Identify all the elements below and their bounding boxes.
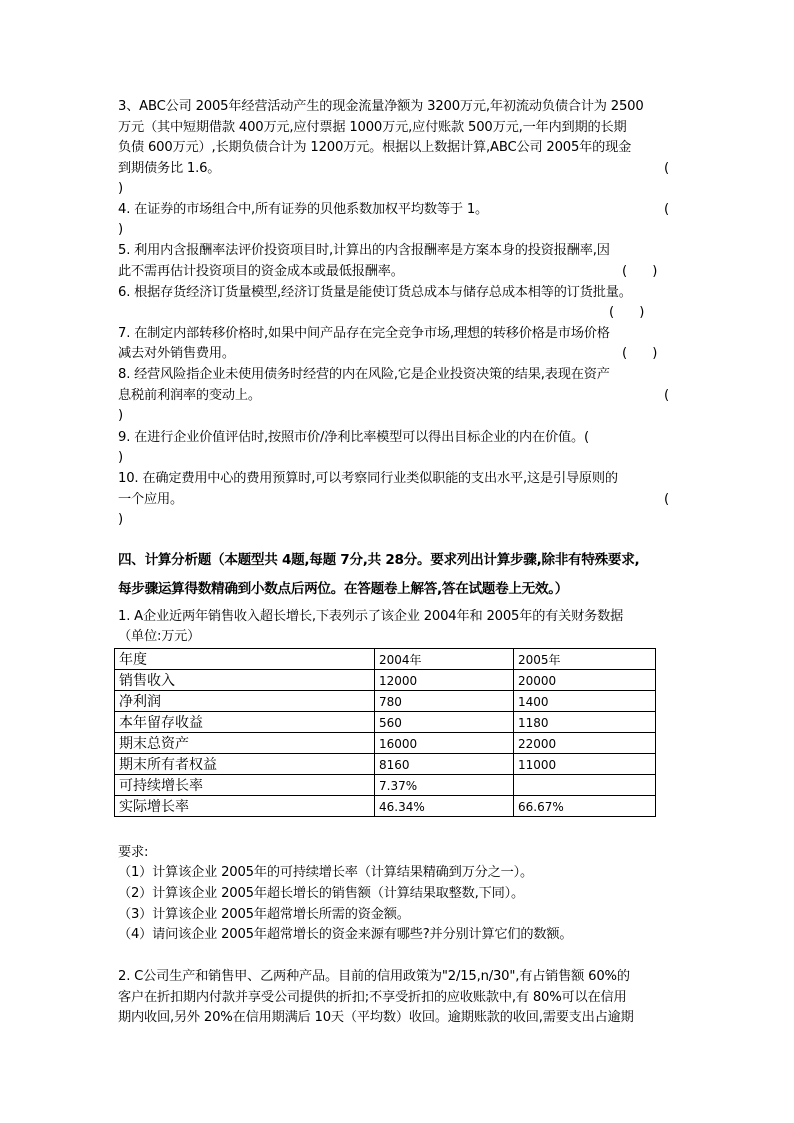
table-cell (514, 775, 656, 796)
q3-answer-paren-open: ( (664, 161, 670, 176)
q6-line-1: 6. 根据存货经济订货量模型,经济订货量是能使订货总成本与储存总成本相等的订货批量。 (118, 285, 632, 300)
calc-q1-intro-line-2: （单位:万元） (118, 629, 201, 644)
q9-line-1: 9. 在进行企业价值评估时,按照市价/净利比率模型可以得出目标企业的内在价值。( (118, 430, 589, 445)
calc-q2-line-3: 期内收回,另外 20%在信用期满后 10天（平均数）收回。逾期账款的收回,需要支出占逾期 (118, 1010, 634, 1025)
table-cell: 20000 (514, 670, 656, 691)
table-header-cell: 2004年 (375, 649, 514, 670)
table-cell: 780 (375, 691, 514, 712)
q10-answer-paren-close: ) (118, 512, 124, 527)
table-cell: 本年留存收益 (115, 712, 375, 733)
q3-line-2: 万元（其中短期借款 400万元,应付票据 1000万元,应付账款 500万元,一年内到期的长期 (118, 120, 627, 135)
q3-line-4: 到期债务比 1.6。 (118, 161, 221, 176)
table-cell: 7.37% (375, 775, 514, 796)
table-cell: 净利润 (115, 691, 375, 712)
table-cell: 期末总资产 (115, 733, 375, 754)
q3-answer-paren-close: ) (118, 181, 124, 196)
q8-line-1: 8. 经营风险指企业未使用债务时经营的内在风险,它是企业投资决策的结果,表现在资产 (118, 367, 610, 382)
q10-line-1: 10. 在确定费用中心的费用预算时,可以考察同行业类似职能的支出水平,这是引导原则的 (118, 471, 618, 486)
q8-line-2: 息税前利润率的变动上。 (118, 388, 261, 403)
calc-q1-intro-line-1: 1. A企业近两年销售收入超长增长,下表列示了该企业 2004年和 2005年的有关财务数据 (118, 609, 624, 624)
table-header-cell: 年度 (115, 649, 375, 670)
q4-answer-paren-close: ) (118, 222, 124, 237)
calc-q2-line-1: 2. C公司生产和销售甲、乙两种产品。目前的信用政策为"2/15,n/30",有占销售额 60%的 (118, 969, 630, 984)
table-header-cell: 2005年 (514, 649, 656, 670)
requirement-1: （1）计算该企业 2005年的可持续增长率（计算结果精确到万分之一）。 (118, 865, 533, 880)
table-row (115, 712, 656, 733)
q4-answer-paren-open: ( (664, 202, 670, 217)
q8-answer-paren-open: ( (664, 388, 670, 403)
requirements-label: 要求: (118, 845, 149, 860)
q10-answer-paren-open: ( (664, 492, 670, 507)
calc-q2-line-2: 客户在折扣期内付款并享受公司提供的折扣;不享受折扣的应收账款中,有 80%可以在信用 (118, 990, 627, 1005)
table-row (115, 754, 656, 775)
table-row (115, 775, 656, 796)
table-cell: 66.67% (514, 796, 656, 817)
q3-line-3: 负债 600万元）,长期负债合计为 1200万元。根据以上数据计算,ABC公司 2005年的现金 (118, 140, 632, 155)
table-cell: 可持续增长率 (115, 775, 375, 796)
q7-answer-paren: ( ) (622, 346, 658, 361)
table-cell: 560 (375, 712, 514, 733)
q7-line-1: 7. 在制定内部转移价格时,如果中间产品存在完全竞争市场,理想的转移价格是市场价格 (118, 326, 610, 341)
table-row (115, 796, 656, 817)
q9-answer-paren-close: ) (118, 450, 124, 465)
table-cell: 1180 (514, 712, 656, 733)
section-4-heading-line-2: 每步骤运算得数精确到小数点后两位。在答题卷上解答,答在试题卷上无效。） (118, 581, 569, 597)
q5-line-2: 此不需再估计投资项目的资金成本或最低报酬率。 (118, 264, 404, 279)
section-4-heading-line-1: 四、计算分析题（本题型共 4题,每题 7分,共 28分。要求列出计算步骤,除非有特殊要求, (118, 552, 640, 568)
table-cell: 期末所有者权益 (115, 754, 375, 775)
requirement-2: （2）计算该企业 2005年超长增长的销售额（计算结果取整数,下同）。 (118, 886, 524, 901)
table-cell: 16000 (375, 733, 514, 754)
table-cell: 8160 (375, 754, 514, 775)
q5-answer-paren: ( ) (622, 264, 658, 279)
table-cell: 22000 (514, 733, 656, 754)
financial-data-table (114, 648, 656, 817)
table-cell: 12000 (375, 670, 514, 691)
table-row (115, 733, 656, 754)
q3-line-1: 3、ABC公司 2005年经营活动产生的现金流量净额为 3200万元,年初流动负债合计为 2500 (118, 99, 644, 114)
table-row (115, 691, 656, 712)
table-cell: 销售收入 (115, 670, 375, 691)
requirement-3: （3）计算该企业 2005年超常增长所需的资金额。 (118, 907, 410, 922)
table-cell: 11000 (514, 754, 656, 775)
q4-line-1: 4. 在证券的市场组合中,所有证券的贝他系数加权平均数等于 1。 (118, 202, 489, 217)
q5-line-1: 5. 利用内含报酬率法评价投资项目时,计算出的内含报酬率是方案本身的投资报酬率,因 (118, 243, 610, 258)
table-cell: 实际增长率 (115, 796, 375, 817)
requirement-4: （4）请问该企业 2005年超常增长的资金来源有哪些?并分别计算它们的数额。 (118, 927, 573, 942)
q8-answer-paren-close: ) (118, 408, 124, 423)
q7-line-2: 减去对外销售费用。 (118, 346, 235, 361)
table-cell: 46.34% (375, 796, 514, 817)
table-cell: 1400 (514, 691, 656, 712)
q10-line-2: 一个应用。 (118, 492, 183, 507)
table-header-row (115, 649, 656, 670)
q6-answer-paren: ( ) (609, 305, 645, 320)
table-row (115, 670, 656, 691)
